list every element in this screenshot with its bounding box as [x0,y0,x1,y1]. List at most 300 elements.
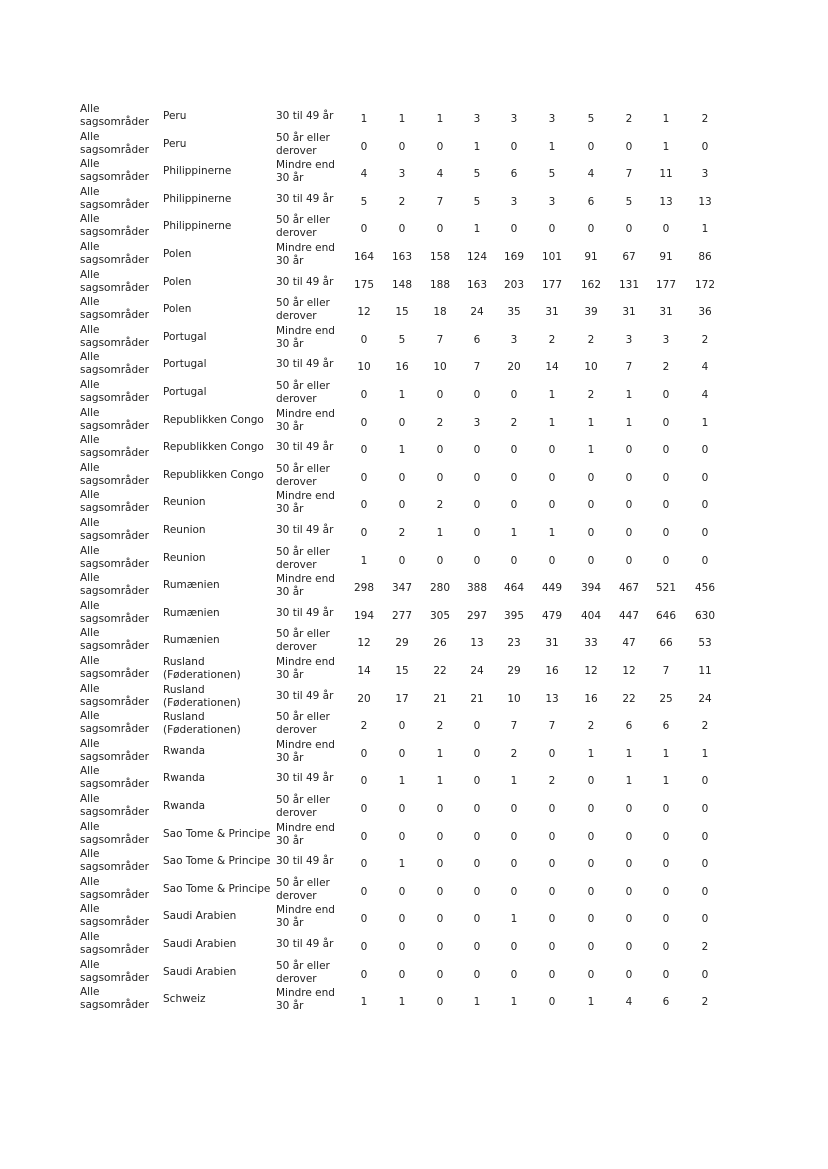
case-area-cell: Alle sagsområder [80,296,149,322]
value-cell: 0 [473,527,481,539]
case-area-cell: Alle sagsområder [80,765,149,791]
value-cell: 3 [548,113,556,125]
country-line: Sao Tome & Principe [163,827,271,840]
value-cell: 0 [625,499,633,512]
value-cell: 0 [587,223,595,236]
value-cell: 0 [587,775,595,788]
table-row [0,517,828,545]
value-cell: 0 [360,941,368,953]
value-cell: 0 [625,471,633,484]
value-cell: 1 [587,444,595,457]
value-cell: 6 [662,996,670,1009]
value-cell: 4 [701,389,709,401]
value-cell: 11 [659,168,673,181]
case-area-cell: Alle sagsområder [80,820,149,846]
value-cell: 0 [625,803,633,815]
country-line: Schweiz [163,993,206,1006]
value-cell: 0 [662,554,670,567]
age-group-cell [276,159,356,185]
age-group-cell [276,524,356,537]
value-cell: 4 [587,168,595,181]
value-cell: 53 [698,637,712,650]
case-area-cell: Alle sagsområder [80,379,149,404]
value-cell: 5 [625,195,633,208]
country-line: Philippinerne [163,220,232,233]
value-cell: 7 [436,333,444,346]
country-line: Saudi Arabien [163,938,237,950]
value-cell: 7 [510,720,518,733]
value-cell: 0 [548,747,556,760]
value-cell: 0 [662,527,670,539]
table-row [0,489,828,517]
value-cell: 0 [548,803,556,815]
value-cell: 169 [503,251,525,263]
age-group-cell [276,877,356,903]
value-cell: 6 [662,720,670,733]
value-cell: 0 [360,444,368,457]
value-cell: 2 [701,720,709,733]
value-cell: 5 [548,168,556,181]
value-cell: 0 [587,913,595,926]
age-group-cell [276,490,356,516]
age-group-line: Mindre end [276,738,335,751]
value-cell: 0 [548,996,556,1009]
table-row [0,848,828,876]
value-cell: 1 [510,527,518,539]
country-cell [163,993,275,1006]
value-cell: 280 [429,582,451,595]
case-area-cell: Alle sagsområder [80,130,149,156]
value-cell: 23 [507,637,521,650]
value-cell: 2 [510,416,518,429]
value-cell: 1 [360,554,368,567]
value-cell: 0 [625,140,633,153]
value-cell: 1 [625,747,633,760]
case-area-cell: Alle sagsområder [80,710,149,736]
value-cell: 0 [662,416,670,429]
value-cell: 0 [473,858,481,871]
value-cell: 0 [398,830,406,843]
value-cell: 1 [436,527,444,539]
country-cell [163,684,275,710]
value-cell: 347 [391,582,413,595]
value-cell: 0 [625,444,633,457]
case-area-cell: Alle sagsområder [80,682,149,708]
value-cell: 21 [433,692,447,705]
age-group-line: 50 år eller [276,214,330,227]
age-group-cell [276,441,356,454]
age-group-cell [276,325,356,351]
case-area-cell: Alle sagsområder [80,737,149,763]
value-cell: 1 [510,913,518,926]
value-cell: 0 [548,223,556,236]
value-cell: 0 [510,140,518,153]
country-cell [163,441,275,454]
value-cell: 0 [360,858,368,871]
value-cell: 0 [510,389,518,401]
value-cell: 0 [587,499,595,512]
age-group-line: 50 år eller [276,545,330,558]
value-cell: 0 [360,747,368,760]
value-cell: 67 [622,251,636,263]
age-group-line: 50 år eller [276,876,330,889]
case-area-cell: Alle sagsområder [80,213,149,239]
value-cell: 4 [701,361,709,374]
table-row [0,186,828,214]
country-line: Rumænien [163,579,220,592]
value-cell: 0 [398,747,406,760]
value-cell: 163 [466,278,488,291]
value-cell: 0 [473,471,481,484]
value-cell: 86 [698,251,712,263]
value-cell: 1 [436,113,444,125]
value-cell: 0 [398,223,406,236]
age-group-cell [276,904,356,930]
value-cell: 1 [625,775,633,788]
age-group-line: derover [276,724,317,737]
table-row [0,351,828,379]
value-cell: 26 [433,637,447,650]
value-cell: 1 [473,140,481,153]
value-cell: 148 [391,278,413,291]
age-group-line: Mindre end [276,821,335,834]
value-cell: 456 [694,582,716,595]
table-row [0,986,828,1014]
value-cell: 7 [473,361,481,374]
value-cell: 0 [398,885,406,898]
value-cell: 20 [507,361,521,374]
value-cell: 6 [625,720,633,733]
value-cell: 14 [545,361,559,374]
country-line: Portugal [163,358,207,371]
value-cell: 6 [510,168,518,181]
value-cell: 0 [436,913,444,926]
value-cell: 2 [587,389,595,401]
age-group-line: 30 til 49 år [276,524,334,536]
age-group-cell [276,358,356,371]
table-row [0,103,828,131]
value-cell: 0 [587,554,595,567]
value-cell: 0 [662,803,670,815]
value-cell: 0 [662,499,670,512]
value-cell: 20 [357,692,371,705]
age-group-line: Mindre end [276,490,335,503]
value-cell: 21 [470,692,484,705]
value-cell: 124 [466,251,488,263]
country-line: Reunion [163,496,206,509]
value-cell: 0 [548,968,556,981]
age-group-line: 30 til 49 år [276,772,334,785]
value-cell: 31 [622,306,636,319]
value-cell: 13 [659,195,673,208]
value-cell: 1 [662,775,670,788]
age-group-cell [276,380,356,406]
value-cell: 15 [395,665,409,677]
table-row [0,627,828,655]
value-cell: 1 [510,775,518,788]
case-area-cell: Alle sagsområder [80,958,149,984]
age-group-cell [276,276,356,289]
age-group-line: derover [276,558,317,571]
table-row [0,269,828,297]
country-cell [163,248,275,261]
value-cell: 0 [473,803,481,815]
value-cell: 7 [548,720,556,733]
value-cell: 0 [510,444,518,457]
table-row [0,600,828,628]
country-cell [163,772,275,785]
country-line: Republikken Congo [163,468,264,481]
value-cell: 0 [587,803,595,815]
country-cell [163,276,275,289]
country-cell [163,910,275,923]
value-cell: 298 [353,582,375,595]
value-cell: 0 [436,941,444,953]
age-group-line: Mindre end [276,987,335,1000]
value-cell: 404 [580,609,602,622]
age-group-cell [276,546,356,572]
case-area-cell: Alle sagsområder [80,986,149,1012]
value-cell: 177 [655,278,677,291]
value-cell: 0 [548,444,556,457]
age-group-line: 30 til 49 år [276,938,334,950]
value-cell: 31 [545,637,559,650]
value-cell: 0 [436,554,444,567]
value-cell: 2 [587,720,595,733]
value-cell: 0 [398,720,406,733]
value-cell: 12 [584,665,598,677]
age-group-cell [276,463,356,489]
value-cell: 1 [473,996,481,1009]
value-cell: 0 [436,968,444,981]
value-cell: 16 [395,361,409,374]
value-cell: 2 [701,941,709,953]
value-cell: 467 [618,582,640,595]
age-group-cell [276,987,356,1013]
country-cell [163,524,275,537]
value-cell: 0 [398,803,406,815]
country-cell [163,220,275,233]
value-cell: 0 [625,554,633,567]
age-group-line: 30 til 49 år [276,855,334,868]
value-cell: 1 [701,747,709,760]
value-cell: 0 [701,444,709,457]
age-group-cell [276,193,356,206]
value-cell: 394 [580,582,602,595]
value-cell: 12 [357,637,371,650]
value-cell: 1 [548,389,556,401]
value-cell: 4 [436,168,444,181]
age-group-cell [276,110,356,123]
country-line: Sao Tome & Principe [163,855,271,868]
value-cell: 12 [357,306,371,319]
value-cell: 1 [701,223,709,236]
age-group-line: derover [276,310,317,323]
age-group-line: Mindre end [276,407,335,420]
value-cell: 3 [625,333,633,346]
value-cell: 66 [659,637,673,650]
age-group-cell [276,408,356,434]
value-cell: 0 [510,554,518,567]
age-group-line: 30 til 49 år [276,358,334,371]
value-cell: 175 [353,278,375,291]
age-group-cell [276,711,356,737]
case-area-cell: Alle sagsområder [80,406,149,432]
age-group-line: 30 til 49 år [276,606,334,619]
country-cell [163,855,275,868]
country-line: Saudi Arabien [163,965,237,978]
value-cell: 91 [659,251,673,263]
value-cell: 0 [436,140,444,153]
age-group-cell [276,297,356,323]
value-cell: 0 [587,830,595,843]
value-cell: 2 [701,113,709,125]
value-cell: 10 [357,361,371,374]
value-cell: 3 [473,113,481,125]
age-group-line: 30 år [276,337,304,350]
age-group-line: 50 år eller [276,462,330,475]
value-cell: 0 [436,803,444,815]
age-group-line: 30 år [276,751,304,764]
table-row [0,683,828,711]
value-cell: 1 [360,113,368,125]
country-line: (Føderationen) [163,724,241,737]
value-cell: 1 [662,113,670,125]
value-cell: 0 [473,913,481,926]
value-cell: 1 [398,444,406,457]
age-group-line: Mindre end [276,159,335,172]
value-cell: 0 [701,140,709,153]
value-cell: 0 [548,499,556,512]
case-area-cell: Alle sagsområder [80,655,149,680]
age-group-line: 30 år [276,255,304,267]
value-cell: 0 [701,858,709,871]
value-cell: 0 [662,968,670,981]
age-group-line: 30 år [276,669,304,681]
value-cell: 0 [587,941,595,953]
country-line: Polen [163,275,192,288]
value-cell: 24 [470,665,484,677]
country-cell [163,331,275,344]
country-line: Rwanda [163,800,206,812]
value-cell: 0 [548,471,556,484]
value-cell: 0 [662,941,670,953]
value-cell: 0 [662,885,670,898]
age-group-line: 30 til 49 år [276,441,334,454]
table-row [0,379,828,407]
country-cell [163,634,275,647]
age-group-line: 30 til 49 år [276,110,334,122]
value-cell: 0 [473,968,481,981]
table-row [0,158,828,186]
value-cell: 0 [436,996,444,1009]
value-cell: 18 [433,306,447,319]
age-group-cell [276,607,356,620]
value-cell: 10 [584,361,598,374]
case-area-cell: Alle sagsområder [80,627,149,653]
country-line: Reunion [163,551,206,564]
value-cell: 0 [662,830,670,843]
value-cell: 0 [701,471,709,484]
case-area-cell: Alle sagsområder [80,461,149,487]
table-row [0,738,828,766]
value-cell: 2 [436,720,444,733]
value-cell: 2 [701,996,709,1009]
value-cell: 0 [548,858,556,871]
value-cell: 14 [357,665,371,677]
value-cell: 0 [473,885,481,898]
value-cell: 0 [510,858,518,871]
case-area-cell: Alle sagsområder [80,241,149,266]
country-cell [163,711,275,737]
value-cell: 0 [625,941,633,953]
age-group-cell [276,573,356,599]
country-cell [163,607,275,620]
value-cell: 3 [510,333,518,346]
country-cell [163,656,275,682]
age-group-cell [276,132,356,158]
value-cell: 0 [510,223,518,236]
case-area-cell: Alle sagsområder [80,931,149,956]
value-cell: 4 [625,996,633,1009]
value-cell: 29 [507,665,521,677]
country-line: Sao Tome & Principe [163,882,271,895]
value-cell: 0 [398,968,406,981]
value-cell: 0 [701,554,709,567]
value-cell: 3 [701,168,709,181]
country-line: Rwanda [163,772,206,785]
value-cell: 0 [473,747,481,760]
value-cell: 0 [436,471,444,484]
value-cell: 36 [698,306,712,319]
case-area-cell: Alle sagsområder [80,185,149,211]
country-line: Republikken Congo [163,441,264,454]
country-cell [163,138,275,151]
country-line: (Føderationen) [163,669,241,681]
value-cell: 17 [395,692,409,705]
country-cell [163,414,275,427]
table-row [0,434,828,462]
country-cell [163,496,275,509]
value-cell: 7 [436,195,444,208]
age-group-line: derover [276,889,317,902]
value-cell: 0 [510,830,518,843]
value-cell: 1 [625,416,633,429]
value-cell: 1 [548,416,556,429]
case-area-cell: Alle sagsområder [80,848,149,874]
value-cell: 7 [625,168,633,181]
age-group-cell [276,656,356,682]
age-group-line: 30 til 49 år [276,275,334,288]
value-cell: 1 [587,747,595,760]
country-cell [163,579,275,592]
value-cell: 2 [587,333,595,346]
value-cell: 3 [473,416,481,429]
value-cell: 11 [698,665,712,677]
value-cell: 2 [360,720,368,733]
value-cell: 0 [360,913,368,926]
age-group-line: Mindre end [276,573,335,586]
value-cell: 3 [548,195,556,208]
value-cell: 3 [398,168,406,181]
value-cell: 15 [395,306,409,319]
country-line: Republikken Congo [163,413,264,426]
age-group-line: derover [276,227,317,240]
value-cell: 0 [587,885,595,898]
age-group-line: Mindre end [276,242,335,254]
country-line: Peru [163,110,187,122]
table-row [0,655,828,683]
